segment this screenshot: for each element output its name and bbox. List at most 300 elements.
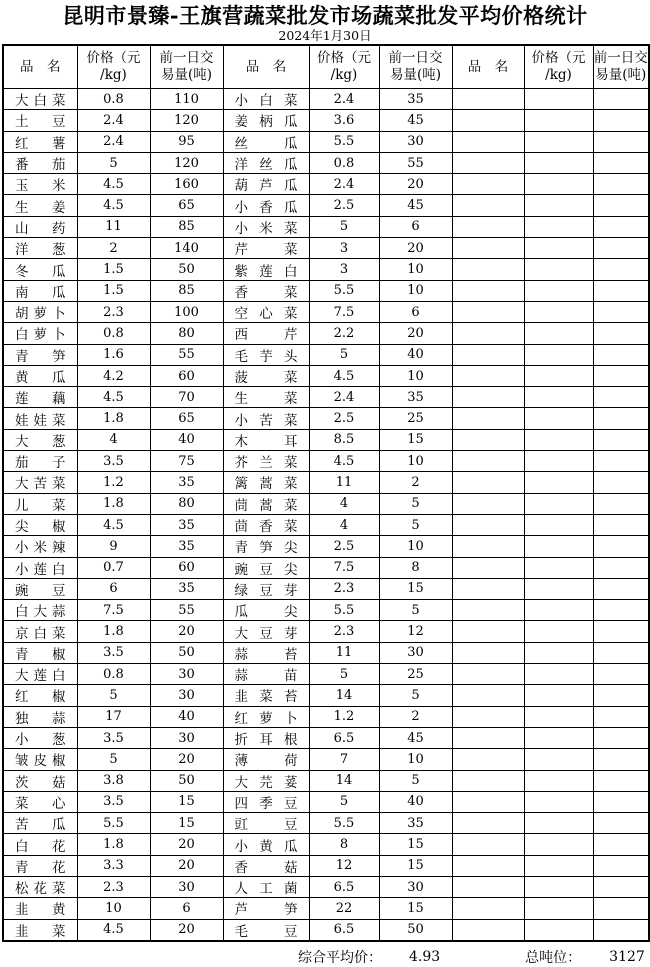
price-cell: 22	[309, 898, 379, 919]
average-price-value: 4.93	[409, 948, 441, 965]
price-cell: 2.4	[309, 89, 379, 110]
name-cell: 韭菜	[3, 919, 77, 941]
name-cell: 小葱	[3, 727, 77, 748]
price-cell: 1.8	[77, 834, 150, 855]
name-cell: 豇豆	[223, 813, 309, 834]
volume-cell	[593, 898, 649, 919]
volume-cell: 2	[379, 706, 452, 727]
price-cell: 3.5	[77, 727, 150, 748]
name-cell: 大葱	[3, 429, 77, 450]
name-cell	[452, 238, 524, 259]
name-cell	[452, 451, 524, 472]
volume-cell	[593, 110, 649, 131]
volume-cell	[593, 152, 649, 173]
price-cell	[524, 131, 593, 152]
price-cell: 7	[309, 749, 379, 770]
name-cell: 韭菜苔	[223, 685, 309, 706]
table-row	[3, 387, 649, 408]
name-cell: 姜柄瓜	[223, 110, 309, 131]
name-cell: 茨菇	[3, 770, 77, 791]
name-cell: 芦笋	[223, 898, 309, 919]
price-cell: 1.2	[309, 706, 379, 727]
name-cell	[452, 706, 524, 727]
price-cell	[524, 770, 593, 791]
price-cell: 2.3	[309, 621, 379, 642]
price-cell: 0.8	[77, 323, 150, 344]
name-cell: 大豆芽	[223, 621, 309, 642]
name-cell: 莲藕	[3, 387, 77, 408]
price-cell: 5.5	[309, 131, 379, 152]
volume-cell: 55	[379, 152, 452, 173]
price-cell: 5	[77, 685, 150, 706]
volume-cell	[593, 536, 649, 557]
price-cell: 17	[77, 706, 150, 727]
price-cell: 6.5	[309, 876, 379, 897]
volume-cell	[593, 238, 649, 259]
name-cell: 青笋	[3, 344, 77, 365]
volume-cell	[593, 174, 649, 195]
price-cell: 1.5	[77, 280, 150, 301]
name-cell: 生姜	[3, 195, 77, 216]
report-date: 2024年1月30日	[278, 28, 372, 43]
volume-cell	[593, 323, 649, 344]
header-row	[3, 45, 649, 89]
name-cell	[452, 578, 524, 599]
name-cell	[452, 301, 524, 322]
price-cell: 12	[309, 855, 379, 876]
name-cell: 红椒	[3, 685, 77, 706]
price-cell: 9	[77, 536, 150, 557]
name-cell: 香菜	[223, 280, 309, 301]
volume-cell: 20	[379, 238, 452, 259]
price-cell: 3	[309, 238, 379, 259]
col-header-name: 品 名	[3, 45, 77, 89]
price-cell	[524, 195, 593, 216]
volume-cell	[593, 387, 649, 408]
price-cell: 2.4	[309, 174, 379, 195]
table-row	[3, 791, 649, 812]
volume-cell: 35	[150, 578, 223, 599]
volume-cell: 15	[379, 834, 452, 855]
summary-footer	[0, 947, 650, 967]
volume-cell: 140	[150, 238, 223, 259]
volume-cell: 40	[379, 791, 452, 812]
volume-cell: 100	[150, 301, 223, 322]
price-cell: 4.5	[77, 174, 150, 195]
price-cell: 3.3	[77, 855, 150, 876]
page-title: 昆明市景臻-王旗营蔬菜批发市场蔬菜批发平均价格统计	[62, 3, 588, 28]
volume-cell: 6	[379, 216, 452, 237]
price-cell	[524, 514, 593, 535]
name-cell: 娃娃菜	[3, 408, 77, 429]
table-row	[3, 898, 649, 919]
table-row	[3, 131, 649, 152]
volume-cell: 55	[150, 344, 223, 365]
name-cell	[452, 323, 524, 344]
name-cell: 人工菌	[223, 876, 309, 897]
name-cell: 薄荷	[223, 749, 309, 770]
name-cell: 黄瓜	[3, 365, 77, 386]
volume-cell	[593, 642, 649, 663]
price-cell	[524, 578, 593, 599]
price-cell	[524, 408, 593, 429]
price-cell: 1.6	[77, 344, 150, 365]
price-cell: 4.5	[77, 387, 150, 408]
volume-cell: 65	[150, 195, 223, 216]
price-cell: 1.8	[77, 493, 150, 514]
name-cell: 葫芦瓜	[223, 174, 309, 195]
name-cell	[452, 855, 524, 876]
volume-cell: 15	[379, 429, 452, 450]
table-row	[3, 451, 649, 472]
volume-cell: 50	[379, 919, 452, 941]
name-cell	[452, 770, 524, 791]
name-cell	[452, 152, 524, 173]
volume-cell: 2	[379, 472, 452, 493]
name-cell: 菜心	[3, 791, 77, 812]
price-cell: 2.5	[309, 408, 379, 429]
price-cell: 2.5	[309, 195, 379, 216]
name-cell: 小黄瓜	[223, 834, 309, 855]
price-cell: 0.8	[309, 152, 379, 173]
name-cell	[452, 472, 524, 493]
volume-cell: 25	[379, 408, 452, 429]
price-cell: 6.5	[309, 919, 379, 941]
price-cell	[524, 791, 593, 812]
volume-cell: 10	[379, 365, 452, 386]
price-cell	[524, 855, 593, 876]
volume-cell	[593, 685, 649, 706]
name-cell: 玉米	[3, 174, 77, 195]
price-cell	[524, 280, 593, 301]
price-cell: 14	[309, 770, 379, 791]
name-cell	[452, 195, 524, 216]
volume-cell: 30	[150, 685, 223, 706]
name-cell: 皱皮椒	[3, 749, 77, 770]
name-cell: 香菇	[223, 855, 309, 876]
name-cell: 京白菜	[3, 621, 77, 642]
name-cell: 生菜	[223, 387, 309, 408]
table-row	[3, 706, 649, 727]
table-row	[3, 876, 649, 897]
table-row	[3, 514, 649, 535]
volume-cell: 10	[379, 280, 452, 301]
name-cell: 木耳	[223, 429, 309, 450]
price-cell: 7.5	[77, 600, 150, 621]
volume-cell: 6	[379, 301, 452, 322]
price-cell: 1.8	[77, 621, 150, 642]
volume-cell: 45	[379, 110, 452, 131]
price-cell	[524, 685, 593, 706]
volume-cell: 70	[150, 387, 223, 408]
volume-cell	[593, 727, 649, 748]
name-cell	[452, 408, 524, 429]
table-row	[3, 813, 649, 834]
price-cell: 3.8	[77, 770, 150, 791]
volume-cell: 35	[150, 536, 223, 557]
volume-cell	[593, 600, 649, 621]
price-cell	[524, 493, 593, 514]
price-cell: 3.6	[309, 110, 379, 131]
volume-cell	[593, 514, 649, 535]
volume-cell	[593, 301, 649, 322]
name-cell: 胡萝卜	[3, 301, 77, 322]
name-cell: 篱蒿菜	[223, 472, 309, 493]
col-header-volume: 前一日交 易量(吨)	[150, 45, 223, 89]
price-cell: 5	[77, 749, 150, 770]
name-cell: 白花	[3, 834, 77, 855]
price-cell	[524, 536, 593, 557]
volume-cell: 15	[379, 898, 452, 919]
col-header-volume: 前一日交 易量(吨)	[593, 45, 649, 89]
price-cell	[524, 216, 593, 237]
volume-cell: 80	[150, 323, 223, 344]
table-row	[3, 301, 649, 322]
price-cell	[524, 919, 593, 941]
price-cell: 8.5	[309, 429, 379, 450]
price-cell: 0.8	[77, 664, 150, 685]
volume-cell: 35	[379, 813, 452, 834]
price-cell	[524, 706, 593, 727]
volume-cell	[593, 408, 649, 429]
table-row	[3, 152, 649, 173]
name-cell	[452, 898, 524, 919]
price-cell: 1.8	[77, 408, 150, 429]
name-cell	[452, 387, 524, 408]
volume-cell	[593, 834, 649, 855]
name-cell	[452, 174, 524, 195]
name-cell	[452, 642, 524, 663]
volume-cell	[593, 770, 649, 791]
table-row	[3, 855, 649, 876]
volume-cell: 30	[150, 876, 223, 897]
name-cell: 西芹	[223, 323, 309, 344]
table-row	[3, 429, 649, 450]
price-cell	[524, 152, 593, 173]
table-row	[3, 685, 649, 706]
name-cell	[452, 791, 524, 812]
price-cell: 0.7	[77, 557, 150, 578]
volume-cell: 65	[150, 408, 223, 429]
table-row	[3, 919, 649, 941]
name-cell: 小莲白	[3, 557, 77, 578]
volume-cell: 5	[379, 600, 452, 621]
name-cell: 小香瓜	[223, 195, 309, 216]
name-cell: 山药	[3, 216, 77, 237]
table-row	[3, 642, 649, 663]
volume-cell	[593, 259, 649, 280]
volume-cell: 25	[379, 664, 452, 685]
volume-cell	[593, 429, 649, 450]
average-price-label: 综合平均价：	[298, 949, 382, 966]
volume-cell: 30	[150, 727, 223, 748]
name-cell: 苦瓜	[3, 813, 77, 834]
price-cell: 2.5	[309, 536, 379, 557]
name-cell: 蒜苗	[223, 664, 309, 685]
price-cell	[524, 238, 593, 259]
name-cell	[452, 685, 524, 706]
col-header-price: 价格（元 /kg)	[77, 45, 150, 89]
table-row	[3, 536, 649, 557]
table-row	[3, 195, 649, 216]
volume-cell	[593, 131, 649, 152]
price-cell: 11	[309, 472, 379, 493]
name-cell: 茼蒿菜	[223, 493, 309, 514]
name-cell: 小白菜	[223, 89, 309, 110]
name-cell: 独蒜	[3, 706, 77, 727]
price-cell: 2.4	[77, 131, 150, 152]
price-cell: 6.5	[309, 727, 379, 748]
volume-cell: 30	[379, 131, 452, 152]
price-cell: 7.5	[309, 301, 379, 322]
table-row	[3, 578, 649, 599]
table-row	[3, 600, 649, 621]
price-cell: 4	[309, 493, 379, 514]
table-row	[3, 749, 649, 770]
volume-cell: 110	[150, 89, 223, 110]
volume-cell: 55	[150, 600, 223, 621]
price-cell: 4	[77, 429, 150, 450]
price-cell: 3.5	[77, 451, 150, 472]
name-cell: 毛豆	[223, 919, 309, 941]
name-cell: 尖椒	[3, 514, 77, 535]
volume-cell: 35	[150, 472, 223, 493]
name-cell	[452, 216, 524, 237]
price-cell: 2.4	[77, 110, 150, 131]
volume-cell	[593, 365, 649, 386]
volume-cell	[593, 855, 649, 876]
price-cell: 2.3	[309, 578, 379, 599]
name-cell	[452, 749, 524, 770]
volume-cell: 8	[379, 557, 452, 578]
volume-cell	[593, 89, 649, 110]
volume-cell: 60	[150, 557, 223, 578]
volume-cell: 40	[150, 429, 223, 450]
price-cell: 3	[309, 259, 379, 280]
table-row	[3, 664, 649, 685]
name-cell: 小米辣	[3, 536, 77, 557]
name-cell: 大莲白	[3, 664, 77, 685]
name-cell: 冬瓜	[3, 259, 77, 280]
name-cell: 芹菜	[223, 238, 309, 259]
name-cell	[452, 89, 524, 110]
price-cell	[524, 642, 593, 663]
volume-cell: 45	[379, 727, 452, 748]
price-cell	[524, 344, 593, 365]
name-cell	[452, 493, 524, 514]
name-cell: 洋丝瓜	[223, 152, 309, 173]
table-row	[3, 89, 649, 110]
volume-cell: 30	[150, 664, 223, 685]
volume-cell: 20	[379, 323, 452, 344]
col-header-price: 价格（元 /kg)	[309, 45, 379, 89]
volume-cell: 40	[379, 344, 452, 365]
total-tonnage-value: 3127	[609, 948, 645, 965]
name-cell	[452, 259, 524, 280]
table-row	[3, 216, 649, 237]
price-cell: 5.5	[309, 280, 379, 301]
volume-cell: 15	[150, 813, 223, 834]
name-cell	[452, 557, 524, 578]
price-cell	[524, 365, 593, 386]
table-row	[3, 110, 649, 131]
volume-cell: 15	[150, 791, 223, 812]
price-cell: 5	[309, 664, 379, 685]
name-cell: 小米菜	[223, 216, 309, 237]
volume-cell: 5	[379, 493, 452, 514]
table-row	[3, 727, 649, 748]
volume-cell: 6	[150, 898, 223, 919]
table-row	[3, 493, 649, 514]
name-cell: 儿菜	[3, 493, 77, 514]
volume-cell: 95	[150, 131, 223, 152]
name-cell	[452, 664, 524, 685]
volume-cell	[593, 451, 649, 472]
price-cell: 2.2	[309, 323, 379, 344]
table-row	[3, 408, 649, 429]
name-cell: 芥兰菜	[223, 451, 309, 472]
volume-cell	[593, 876, 649, 897]
price-cell: 11	[309, 642, 379, 663]
price-cell	[524, 664, 593, 685]
price-table	[2, 44, 650, 942]
volume-cell: 85	[150, 216, 223, 237]
price-cell: 6	[77, 578, 150, 599]
name-cell	[452, 621, 524, 642]
volume-cell: 15	[379, 855, 452, 876]
price-cell	[524, 600, 593, 621]
name-cell: 青花	[3, 855, 77, 876]
volume-cell: 5	[379, 770, 452, 791]
price-cell	[524, 876, 593, 897]
volume-cell: 10	[379, 451, 452, 472]
volume-cell: 120	[150, 152, 223, 173]
price-cell: 7.5	[309, 557, 379, 578]
name-cell	[452, 344, 524, 365]
price-cell: 5.5	[309, 813, 379, 834]
price-cell: 4.2	[77, 365, 150, 386]
table-row	[3, 323, 649, 344]
volume-cell: 30	[379, 642, 452, 663]
name-cell: 南瓜	[3, 280, 77, 301]
col-header-name: 品 名	[223, 45, 309, 89]
price-cell: 10	[77, 898, 150, 919]
volume-cell	[593, 557, 649, 578]
price-cell: 5	[77, 152, 150, 173]
price-cell	[524, 174, 593, 195]
price-cell: 0.8	[77, 89, 150, 110]
table-row	[3, 770, 649, 791]
name-cell: 豌豆尖	[223, 557, 309, 578]
price-cell: 3.5	[77, 642, 150, 663]
name-cell: 四季豆	[223, 791, 309, 812]
name-cell: 茴香菜	[223, 514, 309, 535]
price-cell: 4.5	[77, 195, 150, 216]
name-cell: 豌豆	[3, 578, 77, 599]
price-cell: 5.5	[309, 600, 379, 621]
volume-cell: 12	[379, 621, 452, 642]
price-cell: 4.5	[309, 365, 379, 386]
col-header-volume: 前一日交 易量(吨)	[379, 45, 452, 89]
table-row	[3, 259, 649, 280]
col-header-name: 品 名	[452, 45, 524, 89]
volume-cell	[593, 578, 649, 599]
price-cell: 3.5	[77, 791, 150, 812]
name-cell	[452, 429, 524, 450]
volume-cell: 120	[150, 110, 223, 131]
name-cell: 白萝卜	[3, 323, 77, 344]
volume-cell: 40	[150, 706, 223, 727]
